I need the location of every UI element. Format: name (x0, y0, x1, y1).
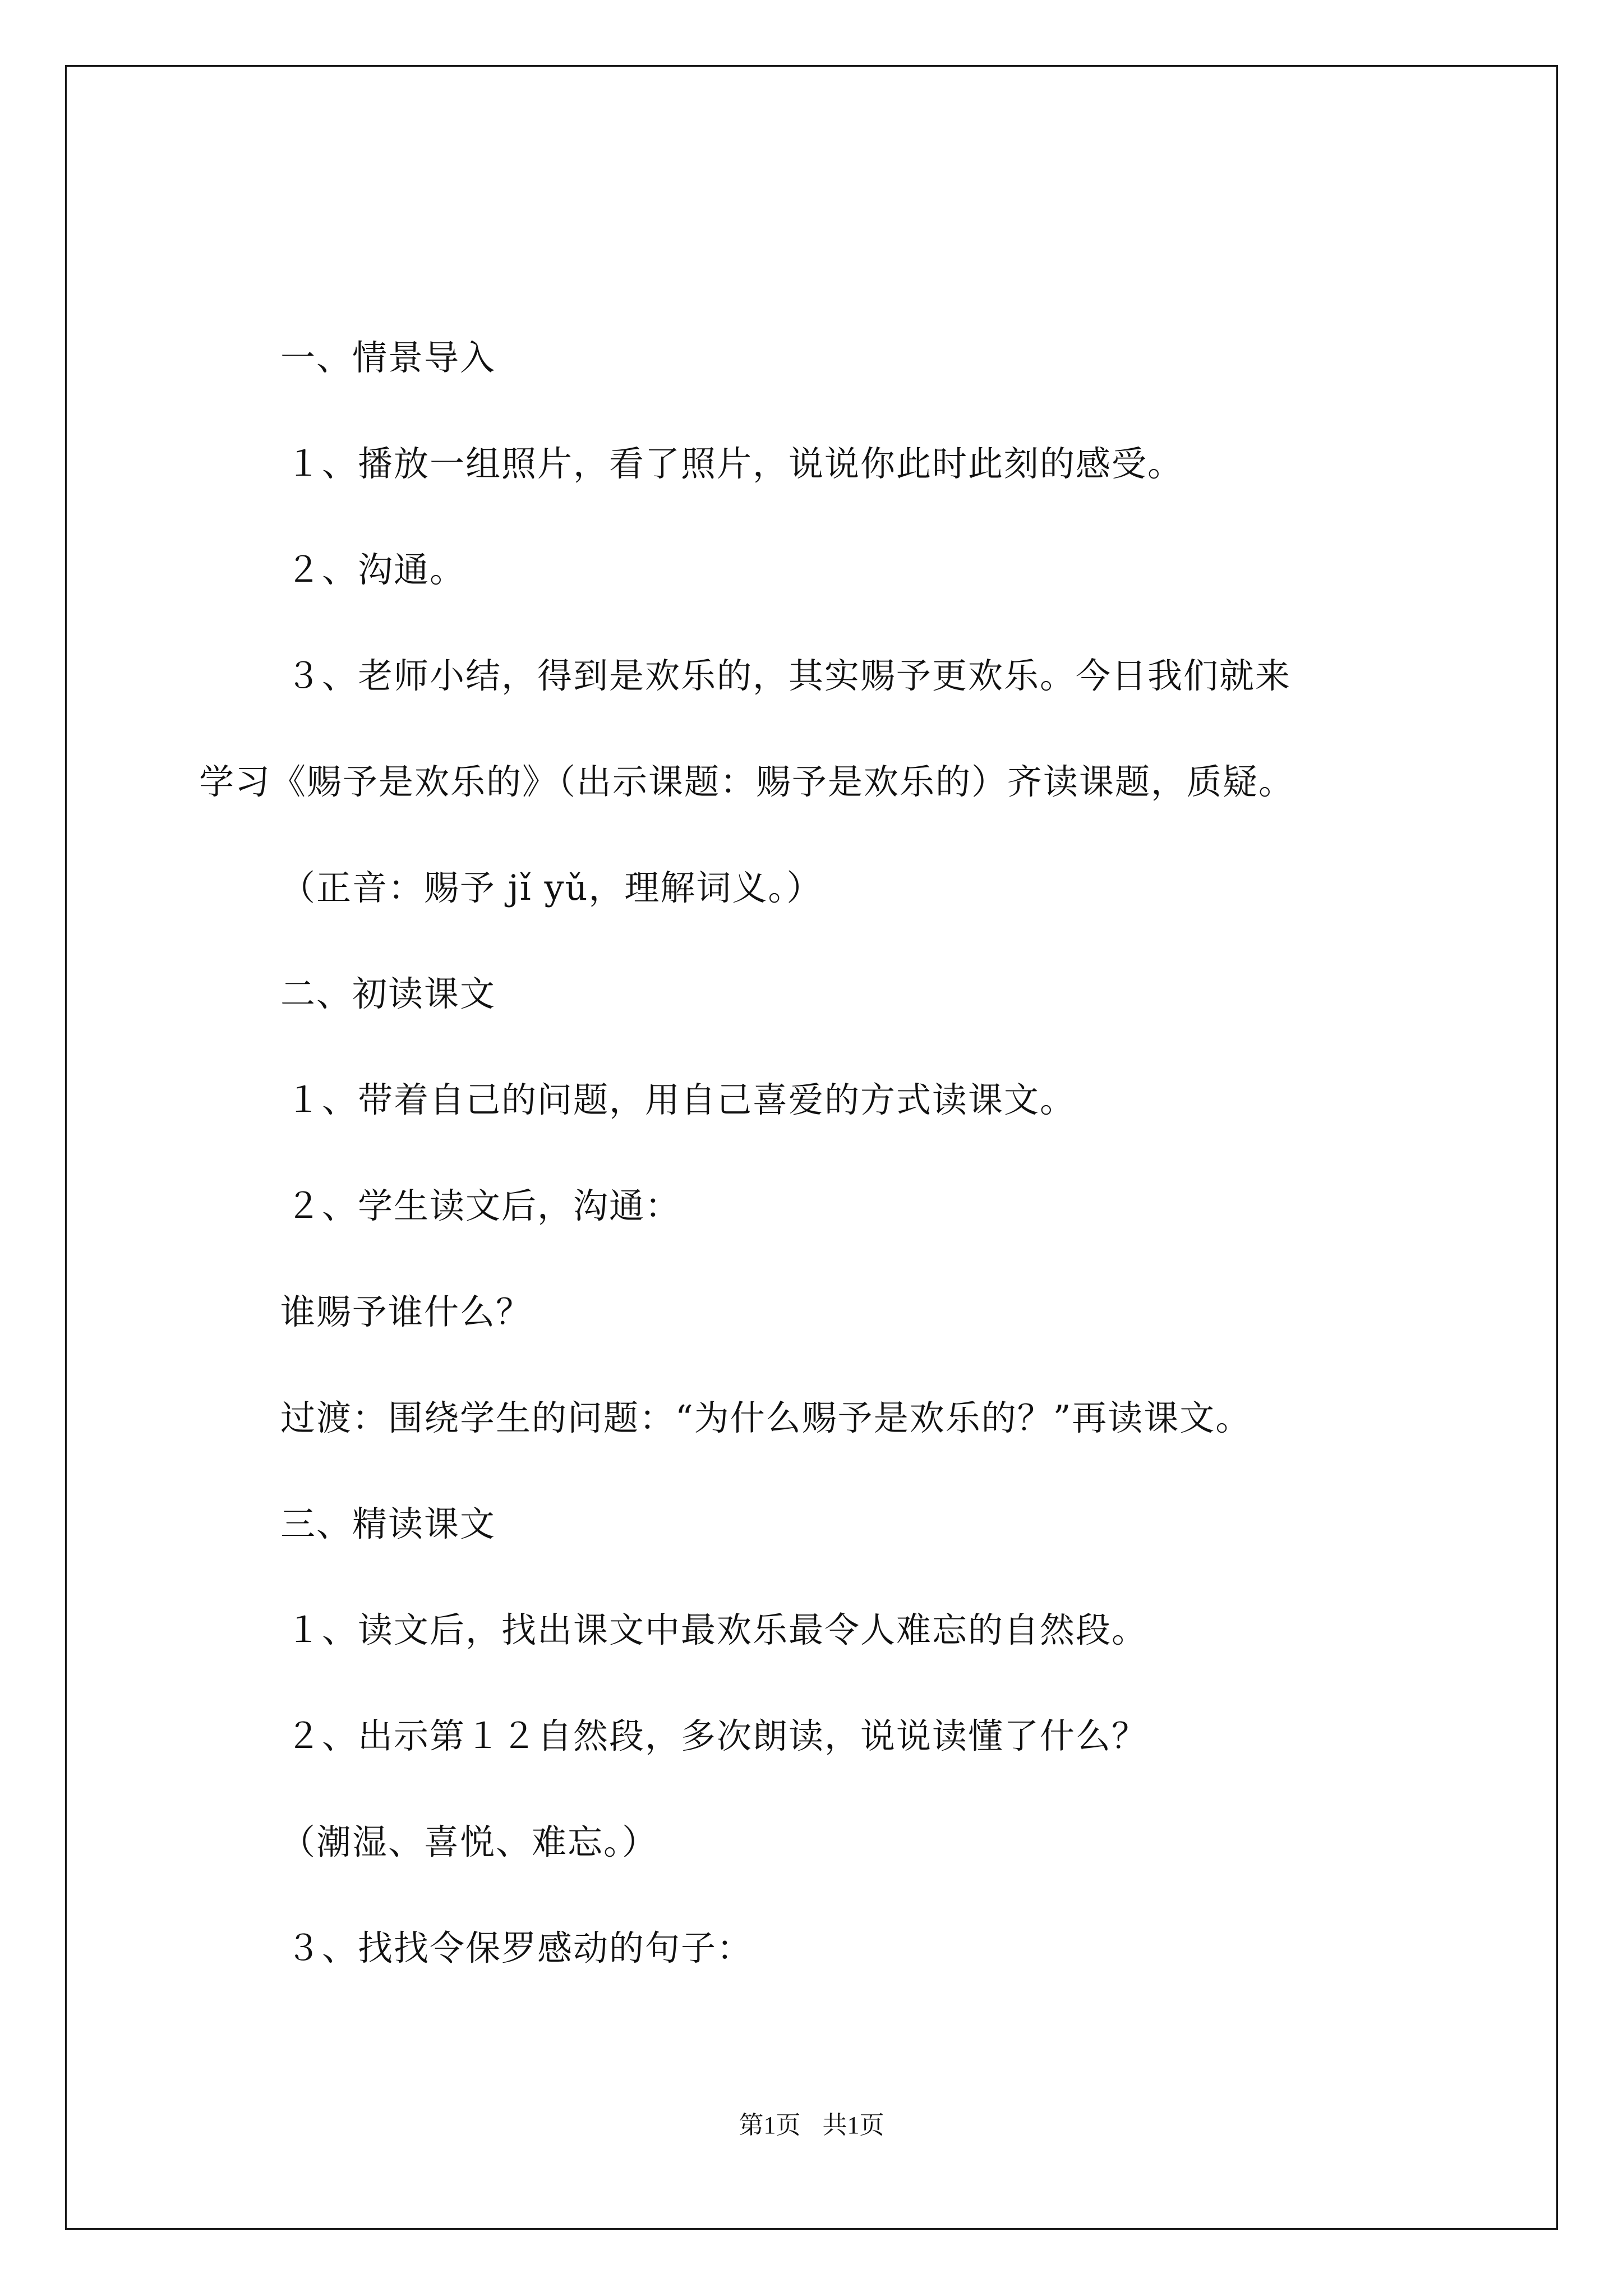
paragraph-line: ２、出示第１２自然段，多次朗读，说说读懂了什么？ (286, 1715, 1148, 1756)
paragraph-line: 学习《赐予是欢乐的》（出示课题：赐予是欢乐的）齐读课题，质疑。 (199, 761, 1295, 802)
page-footer (0, 2109, 1623, 2142)
paragraph-line: （潮湿、喜悦、难忘。） (280, 1821, 658, 1862)
paragraph-line: ３、找找令保罗感动的句子： (286, 1927, 753, 1968)
section-heading-2: 二、初读课文 (280, 973, 496, 1014)
page-border (65, 65, 1558, 2230)
paragraph-line: ３、老师小结，得到是欢乐的，其实赐予更欢乐。今日我们就来 (286, 655, 1292, 696)
paragraph-line: 谁赐予谁什么？ (280, 1291, 532, 1332)
page-number: 第1页 (739, 2111, 801, 2139)
paragraph-line: 过渡：围绕学生的问题：“为什么赐予是欢乐的？”再读课文。 (280, 1397, 1252, 1438)
paragraph-line: （正音：赐予 jǐ yǔ，理解词义。） (280, 867, 823, 908)
paragraph-line: ２、沟通。 (286, 549, 466, 590)
paragraph-line: １、读文后，找出课文中最欢乐最令人难忘的自然段。 (286, 1609, 1148, 1650)
page-total: 共1页 (822, 2111, 884, 2139)
paragraph-line: １、带着自己的问题，用自己喜爱的方式读课文。 (286, 1079, 1076, 1120)
section-heading-1: 一、情景导入 (280, 337, 496, 378)
paragraph-line: ２、学生读文后，沟通： (286, 1185, 681, 1226)
section-heading-3: 三、精读课文 (280, 1503, 496, 1544)
paragraph-line: １、播放一组照片，看了照片，说说你此时此刻的感受。 (286, 443, 1184, 484)
